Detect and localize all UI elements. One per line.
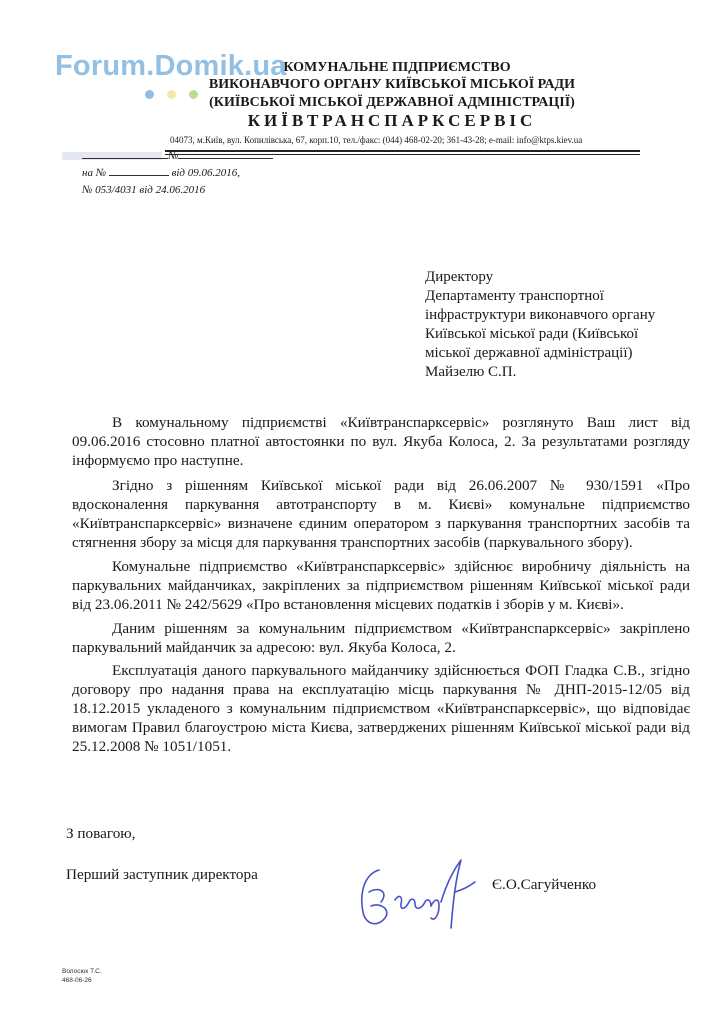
body-paragraph: Експлуатація даного паркувального майданчику здійснюється ФОП Гладка С.В., згідно договору про надання права на експлуатацію місць паркування № ДНП-2015-12/05 від 18.12.2015 укладеного з комунальним підприємством «Київтранспарксервіс», що відповідає вимогам Правил благоустрою міста Києва, затверджених рішенням Київської міської ради від 25.12.2008 № 1051/1051. (72, 662, 690, 755)
org-line-3: (КИЇВСЬКОЇ МІСЬКОЇ ДЕРЖАВНОЇ АДМІНІСТРАЦІЇ) (209, 95, 575, 110)
body-paragraph: Згідно з рішенням Київської міської ради від 26.06.2007 № 930/1591 «Про вдосконалення паркування автотранспорту в м. Києві» комунальне підприємство «Київтранспарксервіс» визначене єдиним оператором з паркування транспортних засобів та стягнення збору за місця для паркування транспортних засобів (паркувального збору). (72, 477, 690, 551)
addressee-block (425, 268, 655, 382)
org-line-2: ВИКОНАВЧОГО ОРГАНУ КИЇВСЬКОЇ МІСЬКОЇ РАДИ (208, 77, 576, 92)
addressee-line: Директору (425, 269, 494, 285)
number-label: № (168, 150, 179, 162)
registry-ref: № 053/4031 від 24.06.2016 (82, 184, 206, 196)
incoming-ref (82, 167, 240, 179)
addressee-line: Майзелю С.П. (425, 364, 517, 380)
org-address: 04073, м.Київ, вул. Копилівська, 67, корп.10, тел./факс: (044) 468-02-20; 361-43-28; e-mail: info@ktps.kiev.ua (170, 135, 583, 145)
addressee-line: Київської міської ради (Київської (425, 326, 639, 342)
addressee-line: інфраструктури виконавчого органу (425, 307, 656, 323)
executor-note (62, 967, 102, 985)
incoming-date: від 09.06.2016, (171, 167, 240, 179)
closing-regards: З повагою, (66, 825, 136, 842)
outgoing-ref (82, 150, 273, 162)
executor-name: Волосюк Т.С. (62, 968, 102, 975)
addressee-line: міської державної адміністрації) (425, 345, 633, 361)
handwritten-signature (355, 852, 485, 934)
body-paragraph: Даним рішенням за комунальним підприємством «Київтранспарксервіс» закріплено паркувальний майданчик за адресою: вул. Якуба Колоса, 2. (72, 620, 690, 656)
executor-phone: 468-06-26 (62, 977, 92, 984)
body-paragraph: Комунальне підприємство «Київтранспарксервіс» здійснює виробничу діяльність на паркувальних майданчиках, закріплених за підприємством рішенням Київської міської ради від 23.06.2011 № 242/5629 «Про встановлення місцевих податків і зборів у м. Києві». (72, 558, 690, 613)
incoming-prefix: на № (82, 167, 107, 179)
addressee-line: Департаменту транспортної (425, 288, 604, 304)
org-name: КИЇВТРАНСПАРКСЕРВІС (247, 111, 537, 130)
signatory-name: Є.О.Сагуйченко (492, 876, 597, 893)
body-paragraph: В комунальному підприємстві «Київтранспарксервіс» розглянуто Ваш лист від 09.06.2016 стосовно платної автостоянки по вул. Якуба Колоса, 2. За результатами розгляду інформуємо про наступне. (72, 414, 690, 469)
letter-body (72, 413, 690, 756)
signer-position: Перший заступник директора (66, 866, 258, 883)
watermark: Forum.Domik.ua (55, 50, 287, 82)
org-line-1: КОМУНАЛЬНЕ ПІДПРИЄМСТВО (283, 60, 511, 75)
